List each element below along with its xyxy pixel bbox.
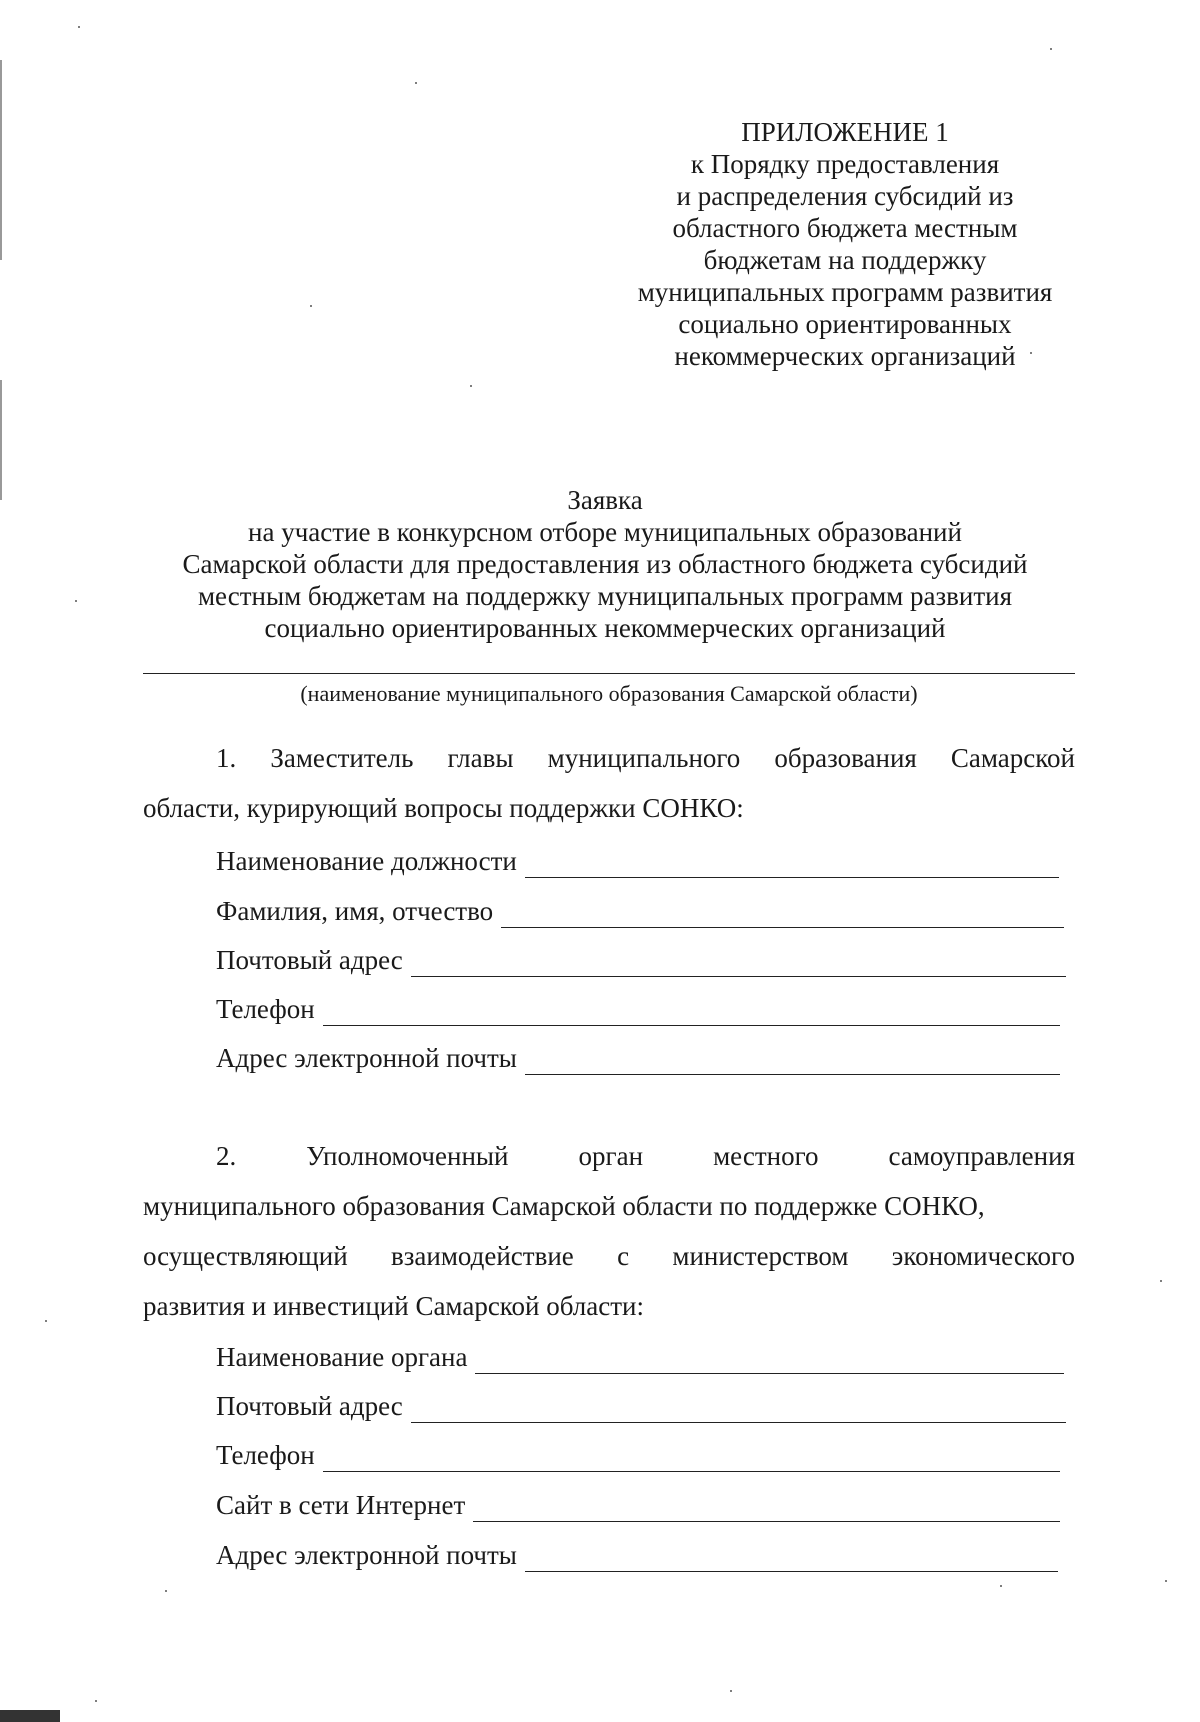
field-blank[interactable] bbox=[323, 1441, 1060, 1472]
scan-speck bbox=[730, 1690, 732, 1692]
scan-speck bbox=[310, 305, 312, 307]
field-email bbox=[216, 1532, 1058, 1572]
field-label: Телефон bbox=[216, 1440, 315, 1470]
section2-line1 bbox=[216, 1131, 1075, 1181]
scan-edge-mark bbox=[0, 60, 2, 260]
section1-word: образования bbox=[774, 743, 917, 773]
field-phone bbox=[216, 1432, 1060, 1472]
municipality-name-caption: (наименование муниципального образования Самарской области) bbox=[300, 681, 918, 706]
appendix-line: муниципальных программ развития bbox=[637, 277, 1053, 307]
field-blank[interactable] bbox=[411, 946, 1066, 977]
field-label: Телефон bbox=[216, 994, 315, 1024]
scan-speck bbox=[95, 1700, 97, 1702]
appendix-line: к Порядку предоставления bbox=[690, 149, 1000, 179]
application-subtitle-line: местным бюджетам на поддержку муниципальных программ развития bbox=[197, 581, 1013, 611]
appendix-line: бюджетам на поддержку bbox=[703, 245, 987, 275]
field-blank[interactable] bbox=[411, 1392, 1066, 1423]
section2-line4: развития и инвестиций Самарской области: bbox=[143, 1291, 645, 1321]
section2-line2: муниципального образования Самарской области по поддержке СОНКО, bbox=[143, 1191, 985, 1221]
field-blank[interactable] bbox=[525, 1541, 1058, 1572]
field-phone bbox=[216, 986, 1060, 1026]
scan-edge-mark bbox=[0, 1710, 60, 1722]
section1-word: Самарской bbox=[950, 743, 1075, 773]
section2-word: министерством bbox=[672, 1241, 849, 1271]
field-label: Наименование органа bbox=[216, 1342, 468, 1372]
section2-word: местного bbox=[713, 1141, 819, 1171]
municipality-name-blank[interactable] bbox=[143, 673, 1075, 674]
field-label: Адрес электронной почты bbox=[216, 1043, 517, 1073]
application-subtitle-line: Самарской области для предоставления из областного бюджета субсидий bbox=[182, 549, 1028, 579]
field-website bbox=[216, 1482, 1060, 1522]
section2-word: Уполномоченный bbox=[306, 1141, 509, 1171]
field-label: Почтовый адрес bbox=[216, 945, 403, 975]
scan-speck bbox=[470, 385, 472, 387]
field-blank[interactable] bbox=[501, 897, 1064, 928]
field-blank[interactable] bbox=[475, 1343, 1064, 1374]
field-body-name bbox=[216, 1334, 1064, 1374]
section1-word: главы bbox=[447, 743, 514, 773]
section2-line3 bbox=[143, 1231, 1075, 1281]
section1-line2: области, курирующий вопросы поддержки СОНКО: bbox=[143, 793, 744, 823]
field-label: Почтовый адрес bbox=[216, 1391, 403, 1421]
appendix-header bbox=[600, 116, 1090, 372]
section1-word: Заместитель bbox=[270, 743, 414, 773]
scan-speck bbox=[45, 1320, 47, 1322]
section2-number: 2. bbox=[216, 1141, 237, 1171]
field-blank[interactable] bbox=[473, 1491, 1060, 1522]
appendix-line: социально ориентированных bbox=[678, 309, 1012, 339]
scan-speck bbox=[1030, 352, 1032, 354]
section2-word: орган bbox=[578, 1141, 644, 1171]
scan-speck bbox=[1000, 1585, 1002, 1587]
field-postal-address bbox=[216, 1383, 1066, 1423]
application-title: Заявка bbox=[567, 485, 643, 515]
field-blank[interactable] bbox=[323, 995, 1060, 1026]
section2-word: самоуправления bbox=[888, 1141, 1075, 1171]
application-subtitle-line: на участие в конкурсном отборе муниципальных образований bbox=[248, 517, 962, 547]
scan-speck bbox=[415, 82, 417, 84]
field-blank[interactable] bbox=[525, 847, 1059, 878]
appendix-line: некоммерческих организаций bbox=[674, 341, 1016, 371]
section2-word: взаимодействие bbox=[390, 1241, 574, 1271]
appendix-line: областного бюджета местным bbox=[672, 213, 1018, 243]
field-label: Сайт в сети Интернет bbox=[216, 1490, 466, 1520]
scan-edge-mark bbox=[0, 380, 2, 500]
field-label: Фамилия, имя, отчество bbox=[216, 896, 494, 926]
application-title-block bbox=[130, 484, 1080, 644]
field-position-title bbox=[216, 838, 1059, 878]
appendix-heading: ПРИЛОЖЕНИЕ 1 bbox=[741, 117, 949, 147]
scan-speck bbox=[1050, 48, 1052, 50]
scan-speck bbox=[1165, 1580, 1167, 1582]
section2-word: экономического bbox=[891, 1241, 1075, 1271]
field-postal-address bbox=[216, 937, 1066, 977]
appendix-line: и распределения субсидий из bbox=[676, 181, 1014, 211]
scan-speck bbox=[1160, 1280, 1162, 1282]
scan-speck bbox=[75, 600, 77, 602]
field-full-name bbox=[216, 888, 1064, 928]
section1-line1 bbox=[216, 733, 1075, 783]
field-label: Адрес электронной почты bbox=[216, 1540, 517, 1570]
scan-speck bbox=[78, 26, 80, 28]
section1-word: муниципального bbox=[547, 743, 741, 773]
section2-word: с bbox=[617, 1241, 630, 1271]
application-subtitle-line: социально ориентированных некоммерческих организаций bbox=[264, 613, 946, 643]
section1-number: 1. bbox=[216, 743, 237, 773]
field-label: Наименование должности bbox=[216, 846, 517, 876]
scan-speck bbox=[165, 1590, 167, 1592]
section2-word: осуществляющий bbox=[143, 1241, 348, 1271]
field-blank[interactable] bbox=[525, 1044, 1060, 1075]
field-email bbox=[216, 1035, 1060, 1075]
